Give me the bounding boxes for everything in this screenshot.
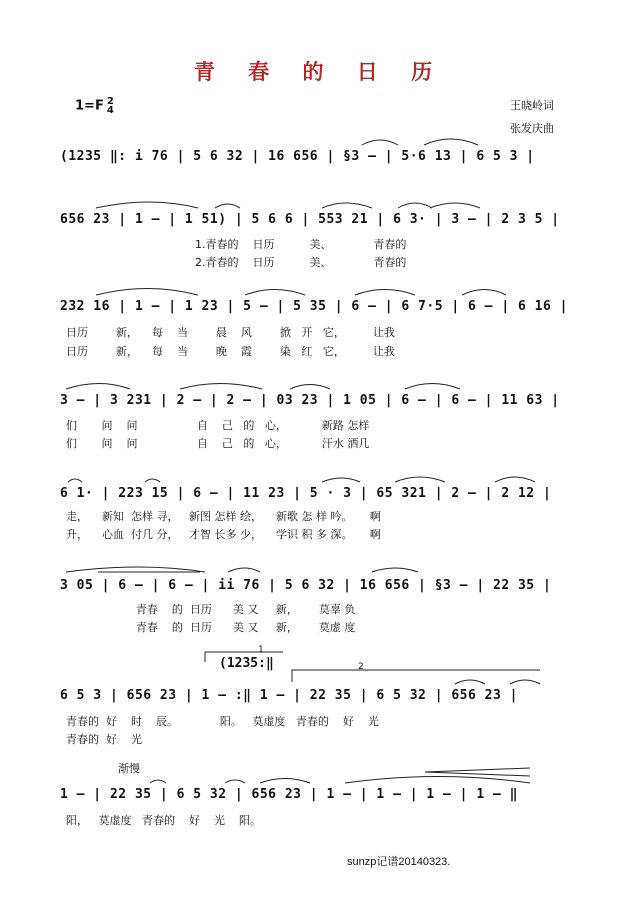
crescendo-hairpin	[425, 768, 530, 776]
slur	[372, 568, 418, 572]
notation-line-8: 1 – | 22 35 | 6 5 32 | 656 23 | 1 – | 1 – | 1 – | 1 – ‖	[60, 787, 518, 802]
slur	[96, 289, 198, 296]
slur	[322, 478, 360, 482]
slur	[68, 479, 82, 482]
lyric-line-6-verse-2: 青春 的 日历 美 又 新， 莫虚 度	[66, 621, 356, 634]
lyric-line-4-verse-2: 们 问 问 自 己 的 心， 汗水 洒几	[66, 437, 370, 450]
time-signature-bottom: 4	[106, 105, 114, 116]
slur	[145, 479, 160, 482]
volta-1-label: 1	[258, 645, 264, 655]
slur	[225, 780, 245, 783]
slur	[260, 779, 310, 784]
time-signature-top: 2	[106, 96, 114, 107]
volta-2-bracket	[292, 670, 540, 682]
key-label: 1=F	[75, 98, 104, 114]
slur	[66, 567, 205, 572]
lyric-line-5-verse-2: 升， 心血 付几 分， 才智 长多 少， 学识 积 多 深。 啊	[66, 528, 381, 541]
lyric-line-7-verse-2: 青春的 好 光	[66, 733, 142, 746]
lyric-line-8-verse-1: 阳， 莫虚度 青春的 好 光 阳。	[66, 814, 261, 827]
slur	[345, 777, 530, 784]
notation-line-1: (1235 ‖: i 76 | 5 6 32 | 16 656 | §3 – | 5·6 13 | 6 5 3 |	[60, 149, 535, 164]
slur	[215, 204, 240, 208]
lyric-line-2-verse-2: 2.青春的 日历 美、 青春的	[195, 256, 407, 269]
key-signature	[75, 97, 114, 115]
intro-repeat-sign: (1235:‖	[219, 656, 274, 671]
notation-line-5: 6 1· | 223 15 | 6 – | 11 23 | 5 · 3 | 65 321 | 2 – | 2 12 |	[60, 486, 552, 501]
lyric-line-5-verse-1: 走， 新知 怎样 寻， 新图 怎样 绘， 新歌 怎 样 吟。 啊	[66, 510, 381, 523]
notation-line-3: 232 16 | 1 – | 1 23 | 5 – | 5 35 | 6 – | 6 7·5 | 6 – | 6 16 |	[60, 299, 568, 314]
lyric-line-6-verse-1: 青春 的 日历 美 又 新， 莫辜 负	[66, 603, 356, 616]
notation-line-2: 656 23 | 1 – | 1 51) | 5 6 6 | 553 21 | 6 3· | 3 – | 2 3 5 |	[60, 212, 560, 227]
composer-credit: 张发庆曲	[510, 122, 554, 135]
slur	[462, 290, 506, 296]
volta-2-label: 2	[358, 662, 364, 672]
slur	[405, 384, 460, 390]
slur	[150, 780, 166, 783]
slur	[228, 568, 260, 572]
slur	[180, 384, 262, 390]
lyric-line-7-verse-1: 青春的 好 时 辰。 阳。 莫虚度 青春的 好 光	[66, 715, 379, 728]
slur	[362, 140, 398, 145]
slur	[290, 385, 330, 390]
tempo-mark-ritardando: 渐慢	[118, 762, 140, 775]
slur	[455, 680, 485, 684]
slur	[495, 477, 535, 482]
slur	[96, 202, 198, 208]
slur	[395, 477, 445, 482]
lyric-line-4-verse-1: 们 问 问 自 己 的 心， 新路 怎样	[66, 419, 370, 432]
song-title: 青 春 的 日 历	[193, 59, 446, 84]
lyric-line-3-verse-1: 日历 新， 每 当 晨 风 掀 开 它， 让我	[66, 326, 395, 339]
slur	[398, 203, 432, 208]
notation-line-6: 3 05 | 6 – | 6 – | ii 76 | 5 6 32 | 16 656 | §3 – | 22 35 |	[60, 578, 552, 593]
slur	[245, 290, 305, 296]
slur	[510, 680, 540, 684]
time-signature	[107, 97, 114, 115]
notation-line-4: 3 – | 3 231 | 2 – | 2 – | 03 23 | 1 05 | 6 – | 6 – | 11 63 |	[60, 393, 560, 408]
slur	[66, 384, 130, 390]
transcriber-footer: sunzp记谱20140323.	[347, 856, 451, 868]
lyric-line-2-verse-1: 1.青春的 日历 美、 青春的	[195, 238, 407, 251]
lyricist-credit: 王晓岭词	[510, 99, 554, 112]
slur	[355, 290, 415, 296]
notation-line-7: 6 5 3 | 656 23 | 1 – :‖ 1 – | 22 35 | 6 5 32 | 656 23 |	[60, 688, 518, 703]
slur	[424, 139, 478, 145]
slur	[322, 203, 372, 208]
slur	[430, 203, 480, 208]
lyric-line-3-verse-2: 日历 新， 每 当 晚 霞 染 红 它， 让我	[66, 345, 395, 358]
